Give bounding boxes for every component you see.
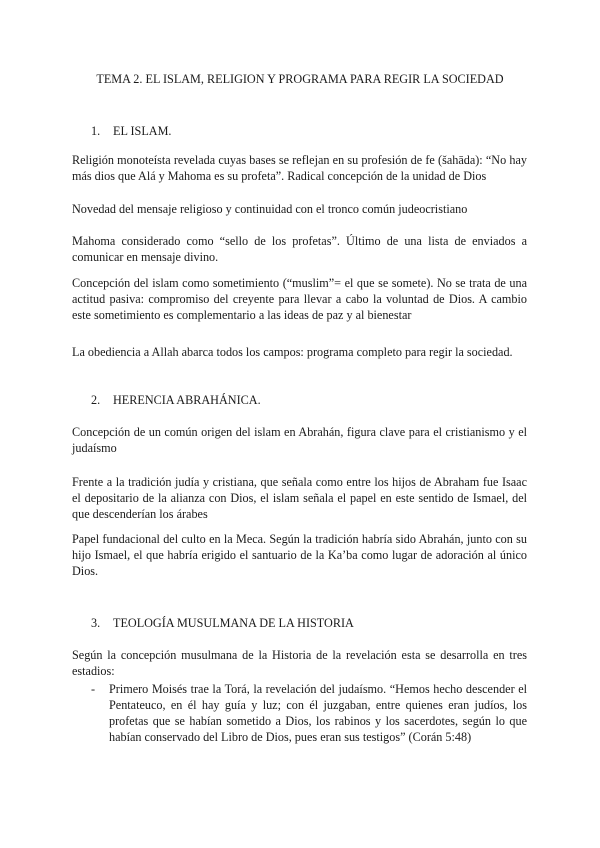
section-number: 2.	[91, 393, 101, 407]
section-title: HERENCIA ABRAHÁNICA.	[113, 393, 261, 407]
paragraph: Religión monoteísta revelada cuyas bases se reflejan en su profesión de fe (šahāda): “No hay más dios que Alá y Mahoma es su profeta”. Radical concepción de la unidad de Dios	[72, 153, 527, 183]
section-title: EL ISLAM.	[113, 124, 172, 138]
paragraph: La obediencia a Allah abarca todos los campos: programa completo para regir la sociedad.	[72, 345, 513, 359]
paragraph: Papel fundacional del culto en la Meca. Según la tradición habría sido Abrahán, junto con su hijo Ismael, el que habría erigido el santuario de la Ka’ba como lugar de adoración al único Dios.	[72, 532, 527, 578]
section-heading-3	[91, 615, 354, 631]
paragraph: Concepción del islam como sometimiento (“muslim”= el que se somete). No se trata de una actitud pasiva: compromiso del creyente para llevar a cabo la voluntad de Dios. A cambio este sometimiento es complementario a las ideas de paz y al bienestar	[72, 276, 527, 322]
paragraph: Según la concepción musulmana de la Historia de la revelación esta se desarrolla en tres estadios:	[72, 648, 527, 678]
section-heading-2	[91, 392, 261, 408]
document-title: TEMA 2. EL ISLAM, RELIGION Y PROGRAMA PARA REGIR LA SOCIEDAD	[96, 72, 504, 86]
list-marker: -	[91, 682, 96, 696]
paragraph: Concepción de un común origen del islam en Abrahán, figura clave para el cristianismo y el judaísmo	[72, 425, 527, 455]
list-item	[91, 681, 527, 745]
section-number: 3.	[91, 616, 101, 630]
paragraph: Frente a la tradición judía y cristiana, que señala como entre los hijos de Abraham fue Isaac el depositario de la alianza con Dios, el islam señala el papel en este sentido de Ismael, del que descenderían los árabes	[72, 475, 527, 521]
section-heading-1	[91, 123, 171, 139]
paragraph: Mahoma considerado como “sello de los profetas”. Último de una lista de enviados a comunicar en mensaje divino.	[72, 234, 527, 264]
list-item-text: Primero Moisés trae la Torá, la revelación del judaísmo. “Hemos hecho descender el Pentateuco, en él hay guía y luz; con él juzgaban, entre quienes eran judíos, los profetas que se habían sometido a Dios, los rabinos y los sacerdotes, según lo que habían conservado del Libro de Dios, pues eran sus testigos” (Corán 5:48)	[109, 682, 527, 744]
section-title: TEOLOGÍA MUSULMANA DE LA HISTORIA	[113, 616, 354, 630]
section-number: 1.	[91, 124, 101, 138]
paragraph: Novedad del mensaje religioso y continuidad con el tronco común judeocristiano	[72, 202, 468, 216]
